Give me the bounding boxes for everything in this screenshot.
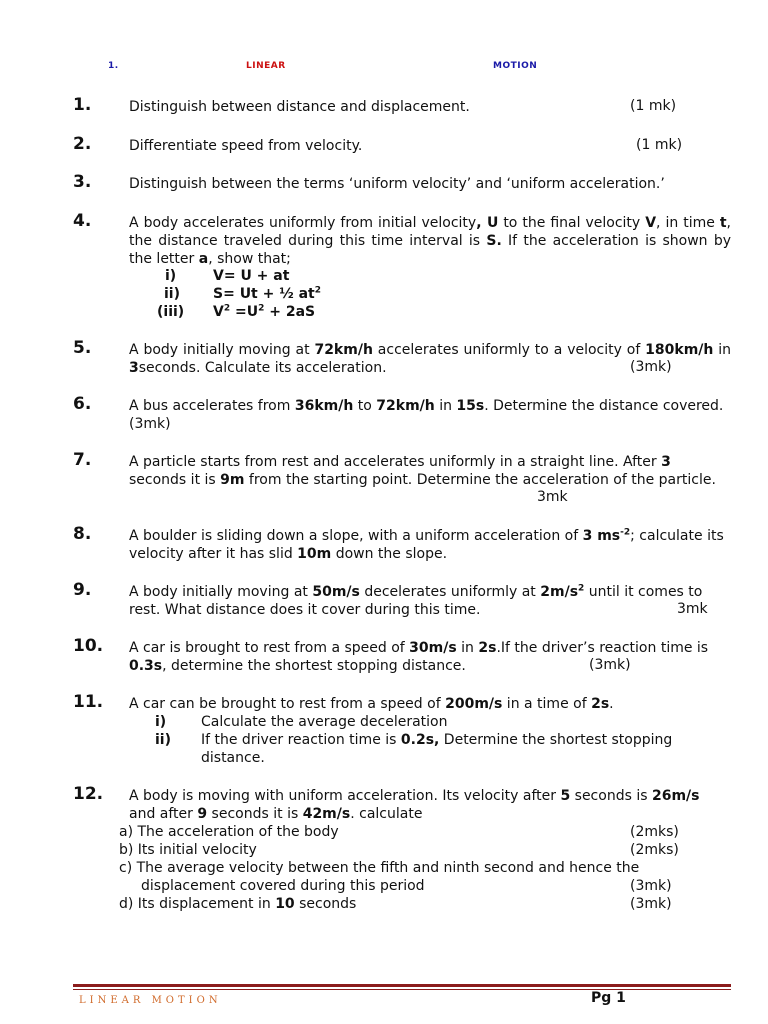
footer-rule-thick xyxy=(73,984,731,987)
question-number: 11. xyxy=(73,692,104,712)
question-text: A body initially moving at 50m/s decelerates uniformly at $2m/s^2$ until it comes to rest. What distance does it cover during this time. xyxy=(129,583,703,618)
question-marks: (1 mk) xyxy=(636,137,683,153)
sub-item-label: ii) xyxy=(164,286,180,302)
sub-item-text: If the driver reaction time is 0.2s, Determine the shortest stopping xyxy=(201,732,673,748)
question-number: 3. xyxy=(73,172,92,192)
question-text: Distinguish between distance and displacement. xyxy=(129,99,470,115)
question-marks: (3mk) xyxy=(589,657,631,673)
question-number: 10. xyxy=(73,636,104,656)
question-number: 9. xyxy=(73,580,92,600)
sub-item-text: a) The acceleration of the body xyxy=(119,824,339,840)
sub-item-label: i) xyxy=(165,268,177,284)
question-marks: (2mks) xyxy=(630,824,679,840)
question-text: A body initially moving at 72km/h accelerates uniformly to a velocity of 180km/h in 3seconds. Calculate its acceleration. xyxy=(129,342,731,376)
sub-item-label: (iii) xyxy=(157,304,185,320)
question-text: A boulder is sliding down a slope, with a uniform acceleration of 3 $ms^{-2}$; calculate its velocity after it has slid 10m down the slope. xyxy=(129,527,724,562)
question-marks: (3mk) xyxy=(630,359,672,375)
question-text: A bus accelerates from 36km/h to 72km/h in 15s. Determine the distance covered. (3mk) xyxy=(129,398,724,432)
question-text: Distinguish between the terms ‘uniform velocity’ and ‘uniform acceleration.’ xyxy=(129,176,665,192)
sub-item-label: i) xyxy=(155,714,167,730)
question-marks: 3mk xyxy=(537,489,568,505)
question-number: 6. xyxy=(73,394,92,414)
equation-1: V= U + at xyxy=(213,268,290,284)
question-number: 12. xyxy=(73,784,104,804)
equation-2: S= Ut + ½ $at^2$ xyxy=(213,285,321,302)
question-number: 4. xyxy=(73,211,92,231)
question-number: 2. xyxy=(73,134,92,154)
sub-item-label: ii) xyxy=(155,732,171,748)
sub-item-text: Calculate the average deceleration xyxy=(201,714,448,730)
question-marks: (3mk) xyxy=(630,896,672,912)
footer-rule-thin xyxy=(73,989,731,990)
question-number: 8. xyxy=(73,524,92,544)
question-number: 5. xyxy=(73,338,92,358)
question-text: A particle starts from rest and accelerates uniformly in a straight line. After 3 seconds it is 9m from the starting point. Determine the acceleration of the particle. xyxy=(129,454,716,488)
page-number: Pg 1 xyxy=(591,990,626,1006)
question-text: Differentiate speed from velocity. xyxy=(129,138,363,154)
question-number: 7. xyxy=(73,450,92,470)
question-text: A car is brought to rest from a speed of 30m/s in 2s.If the driver’s reaction time is 0.3s, determine the shortest stopping distance. xyxy=(129,640,709,674)
question-text: A car can be brought to rest from a speed of 200m/s in a time of 2s. xyxy=(129,696,614,712)
header-title-motion: MOTION xyxy=(493,61,538,71)
question-text: A body accelerates uniformly from initial velocity, U to the final velocity V, in time t, the distance traveled during this time interval is S. If the acceleration is shown by the letter a, show that; xyxy=(129,215,731,267)
footer-title: LINEAR MOTION xyxy=(79,995,222,1006)
sub-item-text: displacement covered during this period xyxy=(141,878,425,894)
question-marks: 3mk xyxy=(677,601,708,617)
question-text: A body is moving with uniform acceleration. Its velocity after 5 seconds is 26m/s and after 9 seconds it is 42m/s. calculate xyxy=(129,788,700,822)
question-number: 1. xyxy=(73,95,92,115)
sub-item-text: distance. xyxy=(201,750,265,766)
sub-item-text: b) Its initial velocity xyxy=(119,842,257,858)
question-marks: (1 mk) xyxy=(630,98,677,114)
equation-3: $V^2 =U^2 + 2aS$ xyxy=(213,303,316,320)
question-marks: (2mks) xyxy=(630,842,679,858)
sub-item-text: d) Its displacement in 10 seconds xyxy=(119,896,357,912)
sub-item-text: c) The average velocity between the fifth and ninth second and hence the xyxy=(119,860,640,876)
question-marks: (3mk) xyxy=(630,878,672,894)
header-number: 1. xyxy=(108,61,119,71)
page-header xyxy=(0,61,768,77)
header-title-linear: LINEAR xyxy=(246,61,286,71)
